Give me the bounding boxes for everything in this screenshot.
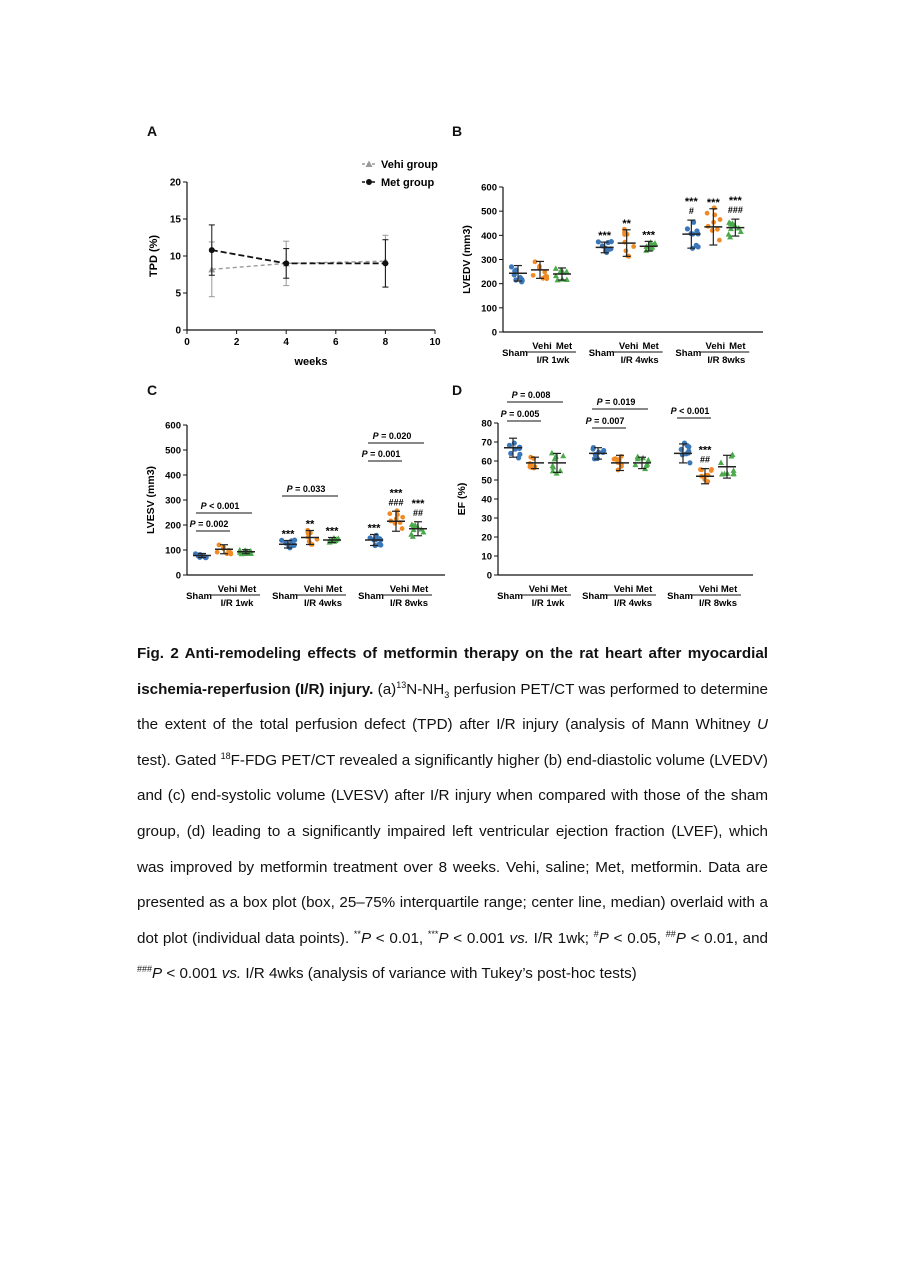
comparison-label: P = 0.001	[361, 449, 401, 459]
data-point	[531, 273, 536, 278]
y-tick-label: 0	[486, 570, 492, 582]
caption-sup: ###	[137, 964, 153, 975]
series-line	[212, 261, 386, 269]
x-label-period: I/R 1wk	[220, 598, 254, 609]
data-point	[705, 211, 710, 216]
x-tick-label: 4	[283, 337, 289, 348]
data-point	[564, 276, 570, 282]
y-tick-label: 70	[481, 437, 492, 449]
x-tick-label: 10	[429, 337, 441, 348]
data-point	[726, 231, 732, 237]
x-label-vehi: Vehi	[532, 341, 552, 352]
legend-marker	[366, 179, 372, 185]
data-point	[517, 452, 522, 457]
data-point	[717, 238, 722, 243]
caption-text: < 0.05,	[608, 929, 666, 947]
y-tick-label: 600	[165, 420, 181, 432]
caption-sup: **	[353, 928, 361, 939]
significance-stars: ***	[698, 444, 712, 457]
caption-text: perfusion PET/CT was performed to determine the extent of the total perfusion defect (TPD) after I/R injury (analysis of Mann Whitney	[137, 680, 769, 734]
caption-text: test). Gated	[137, 751, 221, 769]
x-label-period: I/R 8wks	[707, 355, 746, 366]
y-tick-label: 300	[165, 495, 181, 507]
x-label-vehi-met: Vehi Met	[303, 584, 343, 595]
y-tick-label: 400	[165, 470, 181, 482]
y-tick-label: 5	[175, 288, 181, 300]
significance-stars: ***	[728, 195, 742, 208]
caption-italic: U	[757, 716, 768, 734]
x-label-vehi-met: Vehi Met	[613, 584, 653, 595]
data-point	[549, 450, 555, 456]
y-tick-label: 60	[481, 456, 492, 468]
y-tick-label: 0	[175, 325, 181, 337]
significance-stars: ***	[281, 528, 295, 541]
x-tick-label: 2	[233, 337, 240, 348]
x-tick-label: 6	[333, 337, 339, 348]
x-label-sham: Sham	[582, 591, 608, 602]
significance-stars: ***	[411, 497, 425, 510]
x-label-vehi-met: Vehi Met	[389, 584, 429, 595]
comparison-label: P = 0.020	[372, 431, 412, 441]
comparison-label: P = 0.007	[585, 416, 625, 426]
caption-sup: ***	[427, 928, 439, 939]
y-tick-label: 20	[481, 532, 492, 544]
legend-marker	[366, 161, 373, 168]
panel-d-ef-chart	[448, 380, 768, 615]
comparison-label: P = 0.033	[286, 484, 326, 494]
y-tick-label: 0	[491, 327, 497, 339]
x-label-vehi: Vehi	[618, 341, 639, 352]
panel-a-line-chart	[140, 145, 450, 375]
x-label-sham: Sham	[358, 591, 384, 602]
y-tick-label: 0	[175, 570, 181, 582]
x-label-sham: Sham	[186, 591, 212, 602]
data-point	[694, 243, 699, 248]
x-label-period: I/R 1wk	[536, 355, 570, 366]
caption-text: N-NH	[406, 680, 445, 698]
data-point	[553, 265, 559, 271]
data-point	[400, 526, 405, 531]
data-point	[686, 444, 691, 449]
data-point	[564, 268, 570, 274]
data-point	[209, 247, 215, 253]
x-label-sham: Sham	[502, 348, 528, 359]
y-tick-label: 600	[481, 182, 497, 194]
caption-italic: P	[360, 929, 372, 947]
caption-sup: #	[593, 928, 599, 939]
panel-c-lvesv-chart	[140, 400, 450, 615]
x-label-met: Met	[555, 341, 573, 352]
data-point	[215, 550, 220, 555]
comparison-label: P = 0.005	[500, 409, 540, 419]
significance-stars: ***	[706, 196, 720, 209]
caption-italic: P	[675, 929, 686, 947]
y-axis-title: EF (%)	[456, 482, 468, 516]
y-tick-label: 300	[481, 255, 497, 266]
data-point	[704, 473, 709, 478]
x-label-vehi-met: Vehi Met	[217, 584, 257, 595]
data-point	[698, 467, 703, 472]
x-label-period: I/R 4wks	[620, 355, 659, 366]
y-tick-label: 80	[481, 418, 492, 430]
x-label-sham: Sham	[272, 591, 298, 602]
caption-sup: ##	[665, 928, 676, 939]
x-label-period: I/R 4wks	[303, 598, 343, 609]
data-point	[387, 511, 392, 516]
y-tick-label: 20	[169, 177, 181, 189]
data-point	[376, 542, 381, 547]
y-tick-label: 200	[165, 520, 181, 532]
x-label-period: I/R 8wks	[389, 598, 429, 609]
data-point	[635, 454, 641, 460]
significance-stars: ***	[684, 196, 698, 209]
y-axis-title: TPD (%)	[148, 234, 160, 278]
caption-text: (a)	[373, 680, 397, 698]
y-tick-label: 100	[165, 545, 181, 557]
comparison-label: P = 0.002	[189, 519, 229, 529]
significance-stars: ***	[367, 522, 381, 535]
y-tick-label: 50	[481, 475, 492, 487]
x-label-met: Met	[642, 341, 659, 352]
caption-text: < 0.001	[448, 929, 510, 947]
significance-stars: ***	[598, 230, 612, 243]
data-point	[685, 226, 690, 231]
data-point	[623, 248, 628, 253]
panel-letter-a: A	[147, 123, 158, 139]
significance-stars: **	[305, 518, 315, 531]
y-tick-label: 30	[481, 513, 492, 525]
hash-label: #	[688, 206, 694, 217]
legend-label: Met group	[381, 177, 435, 189]
data-point	[709, 467, 714, 472]
comparison-label: P = 0.019	[596, 397, 636, 407]
caption-text: < 0.001	[162, 965, 222, 983]
comparison-label: P < 0.001	[200, 501, 240, 511]
data-point	[645, 457, 651, 463]
panel-letter-b: B	[452, 123, 463, 139]
y-axis-title: LVEDV (mm3)	[461, 225, 473, 294]
hash-label: ##	[699, 454, 711, 465]
caption-text: < 0.01,	[371, 929, 428, 947]
significance-stars: ***	[389, 487, 403, 500]
y-tick-label: 15	[169, 214, 181, 226]
x-label-sham: Sham	[667, 591, 693, 602]
data-point	[519, 279, 524, 284]
data-point	[400, 515, 405, 520]
y-axis-title: LVESV (mm3)	[145, 465, 157, 535]
panel-letter-d: D	[452, 382, 463, 398]
caption-title: Fig. 2 Anti-remodeling effects of metformin therapy on the rat heart after myocardial ischemia-reperfusion (I/R) injury.	[137, 645, 768, 698]
x-label-period: I/R 4wks	[613, 598, 653, 609]
y-tick-label: 400	[481, 230, 497, 242]
caption-italic: P	[438, 929, 449, 947]
caption-text: F-FDG PET/CT revealed a significantly higher (b) end-diastolic volume (LVEDV) and (c) end-systolic volume (LVESV) after I/R injury when compared with those of the sham group, (d) leading to a significantly impaired left ventricular ejection fraction (LVEF), which was improved by metformin treatment over 8 weeks. Vehi, saline; Met, metformin. Data are presented as a box plot (box, 25–75% interquartile range; center line, median) overlaid with a dot plot (individual data points).	[137, 751, 768, 947]
y-tick-label: 100	[481, 303, 497, 315]
legend-label: Vehi group	[381, 159, 438, 171]
y-tick-label: 10	[169, 251, 181, 263]
x-label-sham: Sham	[675, 348, 702, 359]
x-label-sham: Sham	[588, 348, 615, 359]
data-point	[382, 260, 388, 266]
data-point	[687, 460, 692, 465]
caption-italic: vs.	[509, 929, 529, 947]
panel-b-lvedv-chart	[448, 160, 768, 375]
data-point	[509, 264, 514, 269]
x-label-vehi: Vehi	[705, 341, 726, 352]
x-label-vehi-met: Vehi Met	[528, 584, 568, 595]
y-tick-label: 200	[481, 279, 497, 291]
caption-italic: P	[152, 965, 163, 983]
caption-sup: 13	[396, 679, 407, 690]
data-point	[631, 244, 636, 249]
x-label-period: I/R 1wk	[531, 598, 565, 609]
y-tick-label: 40	[481, 494, 492, 506]
figure-caption	[137, 636, 768, 992]
x-label-met: Met	[729, 341, 746, 352]
significance-stars: ***	[642, 229, 656, 242]
significance-stars: ***	[325, 525, 339, 538]
caption-text: I/R 4wks (analysis of variance with Tukey’s post-hoc tests)	[241, 965, 637, 983]
y-tick-label: 500	[481, 206, 497, 218]
data-point	[715, 227, 720, 232]
hash-label: ##	[412, 507, 424, 518]
hash-label: ###	[727, 205, 743, 216]
y-tick-label: 500	[165, 445, 181, 457]
caption-sub: 3	[444, 689, 450, 700]
x-label-period: I/R 8wks	[698, 598, 738, 609]
data-point	[283, 260, 289, 266]
data-point	[718, 217, 723, 222]
x-tick-label: 0	[184, 337, 190, 348]
data-point	[560, 453, 566, 459]
x-tick-label: 8	[382, 337, 389, 348]
caption-italic: P	[598, 929, 609, 947]
x-axis-title: weeks	[294, 356, 328, 368]
caption-italic: vs.	[221, 965, 242, 983]
significance-stars: **	[622, 217, 631, 230]
comparison-label: P < 0.001	[670, 406, 710, 416]
x-label-vehi-met: Vehi Met	[698, 584, 738, 595]
data-point	[612, 457, 617, 462]
hash-label: ###	[388, 497, 404, 508]
caption-sup: 18	[220, 750, 231, 761]
caption-text: I/R 1wk;	[528, 929, 594, 947]
data-point	[718, 460, 724, 466]
data-point	[228, 552, 233, 557]
x-label-sham: Sham	[497, 591, 523, 602]
data-point	[601, 448, 606, 453]
panel-letter-c: C	[147, 382, 158, 398]
y-tick-label: 10	[481, 551, 492, 563]
caption-text: < 0.01, and	[685, 929, 768, 947]
comparison-label: P = 0.008	[511, 390, 551, 400]
data-point	[544, 276, 549, 281]
